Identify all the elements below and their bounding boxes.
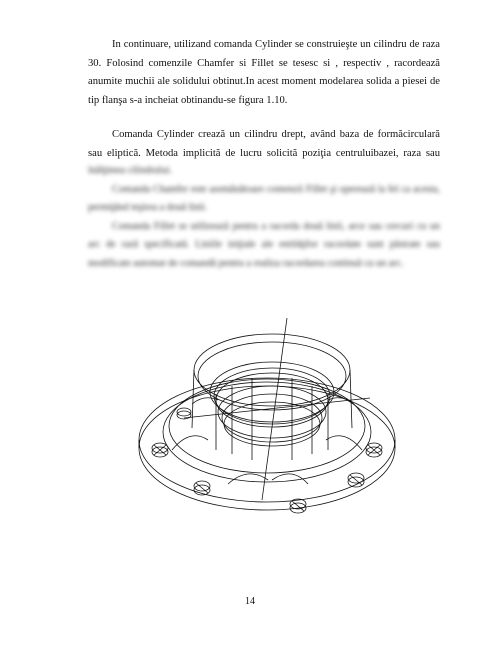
bolt-hole [152, 443, 168, 457]
paragraph-cylinder-command: Comanda Cylinder crează un cilindru drept, având baza de formăcirculară sau eliptică. Metoda implicită de lucru solicită poziţia centruluibazei, raza sau [88, 129, 440, 159]
paragraph-cylinder-construction: In continuare, utilizand comanda Cylinder se construieşte un cilindru de raza 30. Folosind comenzile Chamfer si Fillet se tesesc si , respectiv , racordează anumite muchii ale solidului obtinut.In acest moment modelarea solida a piesei de tip flanşa s-a incheiat obtinandu-se figura 1.10. [88, 39, 440, 106]
bolt-hole [194, 481, 210, 495]
flange-wireframe-figure [132, 300, 402, 530]
blurred-paragraph-chamfer: Comanda Chamfer este asemănătoare comenzii Fillet şi operează la fel ca acesta, permiţând teşirea a două linii. [88, 183, 440, 213]
bolt-hole [366, 443, 382, 457]
blurred-text-region [88, 162, 440, 273]
blurred-paragraph-fillet: Comanda Fillet se utilizează pentru a racorda două linii, arce sau cercuri cu un arc de rază specificată. Liniile iniţiale ale entităţilor racordate sunt păstrate sau modificate automat de comandă pentru a realiza racordarea continuă cu un arc. [88, 220, 440, 269]
blurred-line: înălţimea cilindrului. [88, 165, 172, 176]
bolt-hole [290, 499, 306, 513]
page-number: 14 [245, 596, 255, 607]
